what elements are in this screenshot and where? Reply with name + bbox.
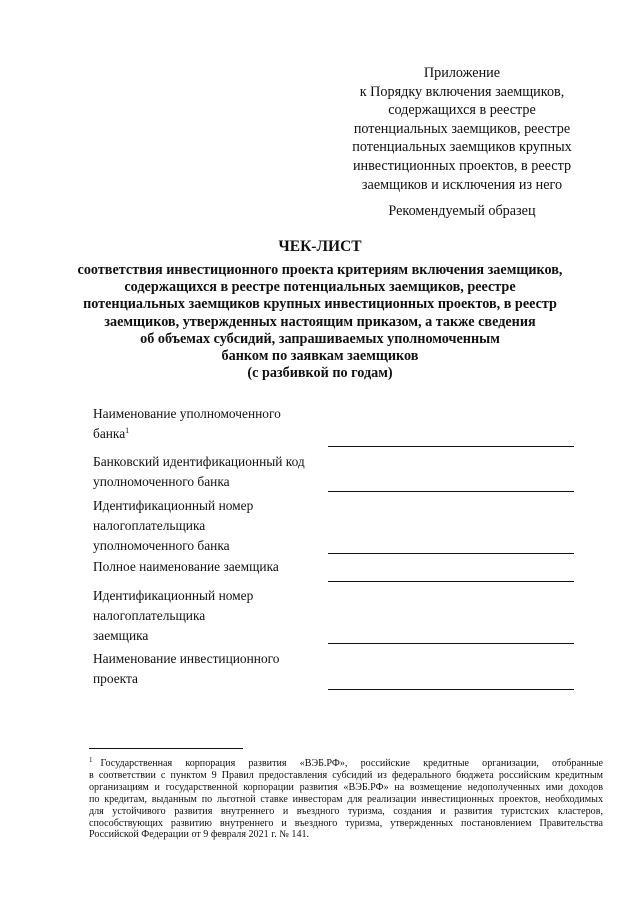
subtitle-line: соответствия инвестиционного проекта критериям включения заемщиков, [77, 262, 563, 278]
field-label-bank-bic [93, 452, 323, 492]
subtitle-line: содержащихся в реестре потенциальных заемщиков, реестре [124, 279, 516, 296]
footnote-line: организациям и государственной корпорации развития «ВЭБ.РФ» на возмещение недополученных ими доходов [89, 781, 603, 793]
appendix-line: заемщиков и исключения из него [361, 176, 563, 193]
field-label-text: банка [93, 426, 126, 441]
document-subtitle [60, 262, 580, 382]
field-label-line: Идентификационный номер [93, 498, 254, 513]
field-label-borrower-inn [93, 586, 323, 646]
field-label-line: заемщика [93, 628, 149, 643]
footnote-ref: 1 [125, 426, 130, 435]
footnote-text: Государственная корпорация развития «ВЭБ.РФ», российские кредитные организации, отобранные [100, 758, 603, 769]
appendix-line: Приложение [423, 65, 501, 81]
footnote-divider [89, 748, 243, 749]
field-label-borrower-name [93, 557, 323, 577]
subtitle-line: банком по заявкам заемщиков [221, 348, 419, 365]
footnote [89, 755, 603, 841]
appendix-line: содержащихся в реестре [388, 102, 536, 119]
document-title: ЧЕК-ЛИСТ [278, 238, 362, 255]
field-label-line: Наименование уполномоченного [93, 406, 281, 421]
appendix-line: потенциальных заемщиков, реестре [353, 120, 571, 137]
footnote-line: в соответствии с пунктом 9 Правил предоставления субсидий из федерального бюджета российским кредитным [89, 769, 603, 781]
footnote-line: по кредитам, выданным по льготной ставке инвесторам для реализации инвестиционных проектов, необходимых [89, 793, 603, 805]
footnote-line [89, 755, 603, 770]
appendix-line: потенциальных заемщиков крупных [352, 139, 572, 156]
field-label-line: уполномоченного банка [93, 538, 230, 553]
subtitle-line: об объемах субсидий, запрашиваемых уполномоченным [140, 330, 500, 347]
subtitle-line: заемщиков, утвержденных настоящим приказом, а также сведения [104, 313, 536, 330]
appendix-header [340, 64, 584, 194]
borrower-inn-input-line[interactable] [328, 643, 574, 644]
appendix-line: инвестиционных проектов, в реестр [352, 157, 572, 174]
field-label-line: Идентификационный номер [93, 588, 254, 603]
appendix-line: к Порядку включения заемщиков, [359, 83, 565, 100]
bank-inn-input-line[interactable] [328, 553, 574, 554]
field-label-line: проекта [93, 671, 138, 686]
footnote-mark: 1 [89, 756, 93, 764]
field-label-bank-inn [93, 496, 323, 556]
project-name-input-line[interactable] [328, 689, 574, 690]
field-label-line: Полное наименование заемщика [93, 559, 279, 574]
borrower-name-input-line[interactable] [328, 581, 574, 582]
bank-name-input-line[interactable] [328, 446, 574, 447]
footnote-line: Российской Федерации от 9 февраля 2021 г. № 141. [89, 829, 310, 841]
field-label-line: налогоплательщика [93, 518, 206, 533]
field-label-line: Банковский идентификационный код [93, 454, 305, 469]
subtitle-line: (с разбивкой по годам) [247, 365, 393, 382]
field-label-line: уполномоченного банка [93, 474, 230, 489]
field-label-line: Наименование инвестиционного [93, 651, 280, 666]
field-label-project-name [93, 649, 323, 689]
bank-bic-input-line[interactable] [328, 491, 574, 492]
field-label-bank-name [93, 404, 323, 444]
recommended-sample-label: Рекомендуемый образец [388, 203, 536, 219]
subtitle-line: потенциальных заемщиков крупных инвестиционных проектов, в реестр [83, 296, 557, 313]
field-label-line [93, 424, 323, 444]
footnote-line: для устойчивого развития внутреннего и въездного туризма, создания и развития туристских кластеров, [89, 805, 603, 817]
field-label-line: налогоплательщика [93, 608, 206, 623]
footnote-line: способствующих развитию внутреннего и въездного туризма, утвержденных постановлением Правительства [89, 817, 603, 829]
